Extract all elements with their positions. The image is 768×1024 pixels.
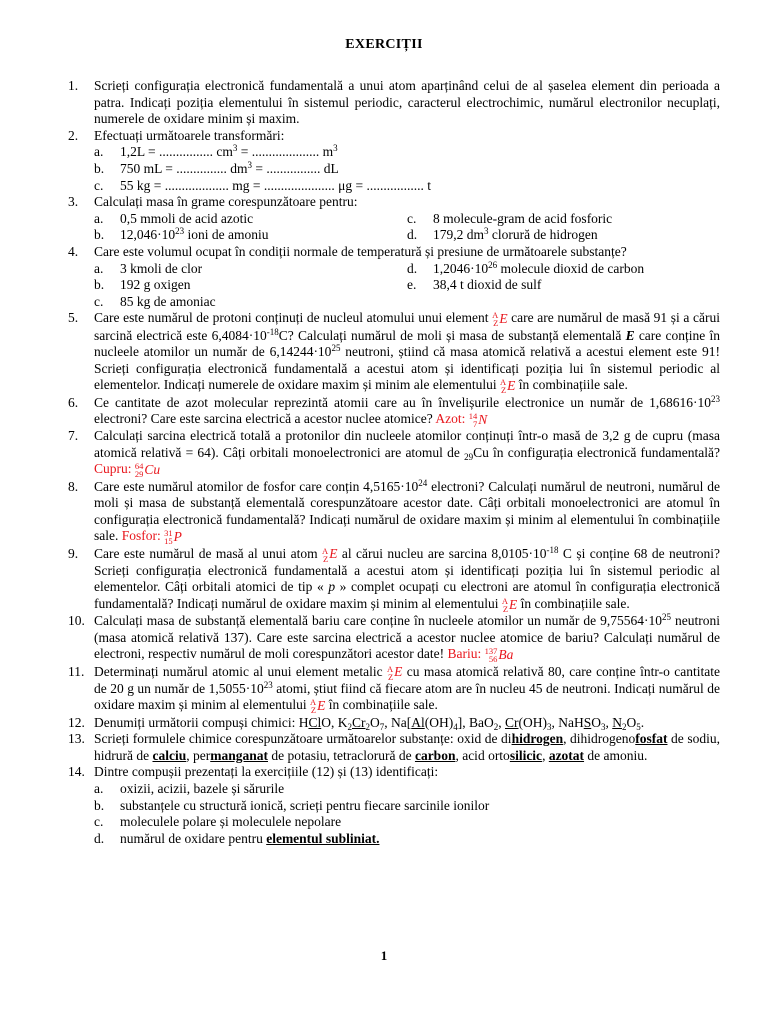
subitem-text — [433, 277, 541, 294]
text-run: în combinațiile sale. — [325, 697, 438, 713]
exercise-item — [68, 546, 720, 614]
text-run: = ................ dL — [252, 160, 339, 176]
exercise-item — [68, 613, 720, 663]
exercise-text — [94, 479, 720, 546]
subitem-text — [120, 277, 191, 294]
subitem-letter: b. — [94, 277, 105, 293]
nuclide-numbers — [469, 412, 478, 428]
exercise-text — [94, 613, 720, 663]
text-run: 55 kg = ................... mg = ..................... μg = ................. t — [120, 177, 431, 193]
subscript: 2 — [493, 721, 499, 732]
exercise-text — [94, 128, 720, 145]
exercise-item — [68, 731, 720, 764]
text-run: substanțele cu structură ionică, scrieți pentru fiecare sarcinile ionilor — [120, 797, 490, 813]
subitem-text — [120, 294, 216, 311]
subitem-text — [120, 261, 202, 278]
text-run: C și conține 68 de neutroni? Scrieți configurația electronică fundamentală a acestui atom și identificați poziția lui în sistemul periodic al elementelor. Câți orbitali atomici de tip « — [94, 545, 720, 595]
superscript: 23 — [175, 226, 185, 237]
text-run: Care este numărul de protoni conținuți de nucleul atomului unui element — [94, 310, 493, 326]
exercise-number: 8. — [68, 478, 79, 494]
text-run: » complet ocupați cu electroni are atomul în configurația electronică fundamentală? Indicați numărul de oxidare maxim și minim al elementului — [94, 579, 720, 612]
subitem — [407, 277, 720, 294]
text-run: 12,046·10 — [120, 227, 176, 243]
exercise-number: 3. — [68, 194, 79, 210]
subscript: 2 — [622, 721, 627, 732]
subitem — [94, 277, 407, 294]
text-run: C? Calculați numărul de moli și masa de substanță elementală — [278, 327, 626, 343]
exercise-item — [68, 428, 720, 478]
text-run: 0,5 mmoli de acid azotic — [120, 210, 254, 226]
subitem-text — [120, 161, 339, 178]
text-run: Care este numărul de masă al unui atom — [94, 545, 323, 561]
exercise-subitems — [94, 211, 720, 244]
bold-underlined-text: fosfat — [635, 731, 668, 747]
text-run: în combinațiile sale. — [515, 377, 628, 393]
exercise-text — [94, 428, 720, 478]
exercise-text — [94, 395, 720, 429]
atomic-number: Z — [322, 553, 329, 564]
text-run: , dihidrogeno — [563, 731, 636, 747]
exercise-item — [68, 764, 720, 847]
atomic-number: Z — [502, 603, 509, 614]
nuclide-symbol — [502, 597, 517, 614]
text-run: 85 kg de amoniac — [120, 293, 216, 309]
text-run: Calculați masa în grame corespunzătoare pentru: — [94, 194, 358, 210]
mass-number: A — [492, 310, 499, 321]
text-run: Determinați numărul atomic al unui element metalic — [94, 663, 388, 679]
text-run: al cărui nucleu are sarcina 8,0105·10 — [337, 545, 547, 561]
element-variable: E — [625, 327, 635, 343]
subitem-letter: a. — [94, 144, 104, 160]
atomic-number: Z — [310, 705, 317, 716]
subitem-row — [94, 814, 720, 831]
subitem-row — [94, 178, 720, 195]
superscript: 25 — [331, 343, 341, 354]
exercise-text — [94, 731, 720, 764]
subitem-text — [120, 814, 341, 831]
text-run: 8 molecule-gram de acid fosforic — [433, 210, 613, 226]
page-title: EXERCIȚII — [345, 37, 423, 52]
exercise-text — [94, 546, 720, 614]
atomic-number: Z — [500, 385, 507, 396]
element-symbol: E — [329, 546, 338, 562]
exercise-subitems — [94, 261, 720, 311]
subitem-row — [94, 294, 720, 311]
text-run: Calculați sarcina electrică totală a protonilor din nucleele atomilor conținuți într-o masă de 3,2 g de cupru (masa atomică relativă = 64). Câți orbitali monoelectronici are atomul de — [94, 428, 720, 460]
subitem-letter: d. — [94, 830, 105, 846]
superscript: 3 — [333, 143, 338, 154]
exercise-item — [68, 479, 720, 546]
element-label: Azot: — [435, 411, 469, 427]
subitem — [94, 294, 407, 311]
atomic-number: 29 — [134, 469, 144, 480]
subitem-text — [120, 144, 338, 161]
text-run: Care este volumul ocupat în condiții normale de temperatură și presiune de următoarele substanțe? — [94, 243, 627, 259]
exercise-text — [94, 715, 720, 732]
subitem-row — [94, 211, 720, 228]
subitem — [94, 144, 720, 161]
element-symbol: E — [509, 596, 518, 612]
element-label: Cupru: — [94, 461, 135, 477]
exercise-item — [68, 715, 720, 732]
atomic-number: Z — [493, 318, 499, 329]
text-run: neutroni, știind că masa atomică relativă a acestui element este 91! Scrieți configurația electronică fundamentală a acestui atom și identificați poziția lui în sistemul periodic al elementelor. Indicați numerele de oxidare maxim și minim ale elementului — [94, 344, 720, 393]
subitem-letter: c. — [94, 814, 104, 830]
text-run: O, K — [321, 714, 348, 730]
nuclide-numbers — [310, 698, 316, 714]
bold-underlined-text: manganat — [210, 747, 268, 763]
mass-number: A — [501, 595, 509, 606]
superscript: -18 — [266, 326, 279, 337]
text-run: 179,2 dm — [433, 227, 485, 243]
text-run: 1,2046·10 — [433, 260, 489, 276]
exercise-number: 7. — [68, 428, 79, 444]
subscript: 5 — [636, 721, 641, 732]
nuclide-symbol — [135, 462, 160, 479]
exercise-subitems — [94, 781, 720, 847]
text-run: , acid orto — [455, 747, 510, 763]
nuclide-symbol — [469, 412, 488, 429]
subitem-letter: a. — [94, 210, 104, 226]
subitem — [407, 261, 720, 278]
nuclide-symbol — [310, 698, 325, 715]
mass-number: A — [500, 377, 507, 388]
subitem-row — [94, 798, 720, 815]
element-symbol: E — [507, 377, 516, 393]
superscript: 25 — [661, 612, 671, 623]
text-run: Efectuați următoarele transformări: — [94, 127, 285, 143]
superscript: -18 — [546, 544, 559, 555]
subscript: 29 — [464, 451, 474, 462]
exercise-number: 2. — [68, 127, 79, 143]
subscript: 3 — [546, 721, 552, 732]
bold-underlined-text: carbon — [414, 747, 456, 763]
subitem — [94, 161, 720, 178]
subscript: 7 — [379, 721, 385, 732]
subitem-letter: b. — [94, 160, 105, 176]
text-run: , — [542, 747, 549, 763]
text-run: Scrieți formulele chimice corespunzătoare următoarelor substanțe: oxid de di — [94, 731, 512, 747]
exercise-item — [68, 78, 720, 128]
nuclide-symbol — [164, 529, 182, 546]
exercise-number: 11. — [68, 663, 85, 679]
subitem — [94, 261, 407, 278]
text-run: Care este numărul atomilor de fosfor care conțin 4,5165·10 — [94, 478, 419, 494]
subscript: 2 — [347, 721, 352, 732]
exercise-number: 1. — [68, 78, 79, 93]
element-symbol: E — [317, 698, 326, 714]
subitem-row — [94, 227, 720, 244]
exercise-text — [94, 78, 720, 128]
subitem-letter: c. — [94, 177, 104, 193]
nuclide-symbol — [387, 664, 402, 681]
mass-number: 31 — [164, 528, 173, 539]
subitem-row — [94, 781, 720, 798]
subitem-text — [433, 211, 612, 228]
subitem-row — [94, 144, 720, 161]
text-run: oxizii, acizii, bazele și sărurile — [120, 781, 285, 797]
subitem-letter: e. — [407, 277, 417, 293]
subitem — [94, 798, 720, 815]
text-run: Cu în configurația electronică fundamentală? — [473, 444, 721, 460]
text-run: (OH) — [518, 714, 547, 730]
text-run: Calculați masa de substanță elementală bariu care conține în nucleele atomilor un număr de 9,75564·10 — [94, 613, 662, 629]
nuclide-numbers — [164, 529, 173, 545]
nuclide-symbol — [500, 378, 515, 395]
exercise-item — [68, 395, 720, 429]
text-run: electroni? Care este sarcina electrică a acestor nuclee atomice? — [94, 411, 436, 427]
subitem-text — [120, 178, 431, 195]
nuclide-numbers — [502, 597, 508, 613]
text-run: Scrieți configurația electronică fundamentală a unui atom aparținând celui de al șaselea element din perioada a patra. Indicați poziția elementului în sistemul periodic, caracterul electrochimic, numărul electronilor necuplați, numerele de oxidare minim și maxim. — [94, 78, 720, 127]
text-run: (OH) — [424, 714, 454, 730]
atomic-number: 15 — [164, 536, 173, 547]
text-run: Ce cantitate de azot molecular reprezintă atomii care au în învelișurile electronice un număr de 1,68616·10 — [94, 394, 711, 410]
bold-underlined-text: calciu — [152, 747, 187, 763]
text-run: ], BaO — [457, 714, 494, 730]
subitem-text — [120, 227, 269, 244]
text-run: , per — [186, 747, 211, 763]
subitem-text — [120, 798, 489, 815]
text-run: moleculele polare și moleculele nepolare — [120, 814, 342, 830]
exercise-text — [94, 664, 720, 715]
superscript: 26 — [488, 259, 498, 270]
exercise-item — [68, 664, 720, 715]
superscript: 23 — [263, 679, 273, 690]
mass-number: 14 — [468, 411, 478, 421]
bold-underlined-text: silicic — [509, 747, 543, 763]
subitem — [94, 178, 720, 195]
exercise-number: 12. — [68, 714, 85, 730]
superscript: 24 — [418, 477, 428, 488]
subscript: 4 — [453, 721, 458, 732]
text-run: , — [498, 714, 505, 730]
underlined-element: Cl — [308, 714, 322, 730]
mass-number: 64 — [134, 461, 144, 472]
text-run: , Na[ — [384, 714, 412, 730]
atomic-number: Z — [387, 671, 394, 682]
bold-underlined-text: elementul subliniat. — [266, 830, 380, 846]
atomic-number: 56 — [488, 654, 498, 665]
text-run: de amoniu. — [584, 747, 648, 763]
mass-number: 137 — [484, 646, 498, 657]
text-run: O — [626, 714, 637, 730]
subitem — [94, 831, 720, 848]
text-run: . — [640, 714, 645, 730]
text-run: , — [605, 714, 613, 730]
nuclide-symbol — [322, 546, 337, 563]
text-run: electroni? Calculați numărul de neutroni, numărul de moli și masa de substanță elementală corespunzătoare acestor date. Câți orbitali monoelectronici are atomul în configurația electronică fundamentală? Indicați numărul de oxidare maxim și minim al elementului în combinațiile sale. — [94, 478, 720, 544]
subitem-row — [94, 277, 720, 294]
exercise-item — [68, 310, 720, 394]
subitem-letter: a. — [94, 781, 104, 797]
subitem — [94, 227, 407, 244]
text-run: Denumiți următorii compuși chimici: H — [94, 714, 309, 730]
subitem-letter: b. — [94, 227, 105, 243]
text-run: cu masa atomică relativă 80, care conține într-o cantitate de 20 g un număr de 1,5055·10 — [94, 663, 720, 696]
page-number: 1 — [380, 948, 388, 963]
exercise-number: 13. — [68, 731, 85, 747]
text-run: molecule dioxid de carbon — [497, 260, 645, 276]
element-symbol: Cu — [144, 462, 161, 478]
bold-underlined-text: hidrogen — [511, 731, 564, 747]
element-symbol: N — [478, 411, 488, 427]
exercise-text — [94, 244, 720, 261]
subscript: 3 — [601, 721, 606, 732]
text-run: O — [591, 714, 601, 730]
exercise-text — [94, 194, 720, 211]
exercise-number: 6. — [68, 394, 79, 410]
text-run: clorură de hidrogen — [488, 227, 598, 243]
exercise-number: 10. — [68, 613, 85, 629]
text-run: 3 kmoli de clor — [120, 260, 203, 276]
superscript: 3 — [484, 226, 489, 237]
element-label: Bariu: — [447, 646, 485, 662]
text-run: ioni de amoniu — [184, 227, 269, 243]
exercise-text — [94, 764, 720, 781]
text-run: Dintre compușii prezentați la exercițiile (12) și (13) identificați: — [94, 764, 439, 780]
text-run: de potasiu, tetraclorură de — [268, 747, 415, 763]
subitem-row — [94, 261, 720, 278]
text-run: în combinațiile sale. — [517, 596, 630, 612]
subitem-row — [94, 161, 720, 178]
exercise-item — [68, 194, 720, 244]
text-run: , NaH — [551, 714, 584, 730]
exercise-number: 9. — [68, 545, 79, 561]
exercise-subitems — [94, 144, 720, 194]
nuclide-numbers — [387, 665, 393, 681]
exercise-list — [68, 78, 720, 847]
subitem-text — [120, 831, 379, 848]
bold-underlined-text: azotat — [548, 747, 585, 763]
text-run: atomi, știut fiind că fiecare atom are în nucleu 45 de neutroni. Indicați numărul de oxidare maxim și minim al elementului — [94, 680, 720, 713]
text-run: numărul de oxidare pentru — [120, 830, 267, 846]
text-run: care are numărul de masă 91 și a cărui sarcină electrică este 6,4084·10 — [94, 310, 720, 343]
underlined-element: N — [612, 714, 622, 730]
atomic-number: 7 — [473, 419, 478, 429]
text-run: O — [369, 714, 380, 730]
text-run: 38,4 t dioxid de sulf — [433, 277, 542, 293]
underlined-element: Cr — [504, 714, 519, 730]
subitem-letter: b. — [94, 797, 105, 813]
exercise-item — [68, 128, 720, 194]
nuclide-symbol — [492, 311, 507, 328]
underlined-element: Cr — [351, 714, 366, 730]
subitem-letter: d. — [407, 227, 418, 243]
superscript: 3 — [247, 159, 252, 170]
subitem-letter: d. — [407, 260, 418, 276]
text-run: 192 g oxigen — [120, 277, 191, 293]
nuclide-numbers — [500, 378, 506, 394]
element-symbol: E — [394, 664, 403, 680]
exercise-number: 4. — [68, 243, 79, 259]
subitem-letter: a. — [94, 260, 104, 276]
subitem — [94, 781, 720, 798]
underlined-element: S — [583, 714, 592, 730]
nuclide-numbers — [322, 547, 328, 563]
exercise-number: 5. — [68, 310, 79, 326]
superscript: 3 — [232, 143, 238, 154]
nuclide-numbers — [492, 311, 498, 327]
subitem-letter: c. — [94, 293, 104, 309]
subitem-text — [120, 781, 284, 798]
subitem-text — [120, 211, 253, 228]
mass-number: A — [322, 545, 329, 556]
text-run: = .................... m — [237, 144, 334, 160]
text-run: care conține în nucleele atomilor un număr de 6,14244·10 — [94, 327, 721, 360]
subitem — [407, 211, 720, 228]
subitem — [407, 227, 720, 244]
italic-text: p — [328, 579, 336, 595]
element-symbol: Ba — [498, 647, 514, 663]
text-run: de sodiu, hidrură de — [94, 731, 720, 763]
element-symbol: E — [499, 310, 508, 326]
subscript: 2 — [365, 721, 370, 732]
subitem-text — [433, 227, 598, 244]
exercise-text — [94, 310, 720, 394]
element-symbol: P — [173, 529, 182, 545]
mass-number: A — [309, 697, 317, 708]
subitem — [94, 211, 407, 228]
subitem-row — [94, 831, 720, 848]
exercise-number: 14. — [68, 764, 85, 780]
text-run: 750 mL = ............... dm — [120, 160, 248, 176]
exercise-item — [68, 244, 720, 310]
text-run: neutroni (masa atomică relativă 137). Care este sarcina electrică a acestor nuclee atomice de bariu? Calculați numărul de electroni, respectiv numărul de moli corespunzători acestor date! — [94, 613, 720, 662]
superscript: 23 — [711, 393, 720, 404]
mass-number: A — [387, 663, 394, 674]
subitem — [94, 814, 720, 831]
nuclide-numbers — [485, 647, 498, 663]
text-run: 1,2L = ................ cm — [120, 144, 233, 160]
element-label: Fosfor: — [121, 528, 165, 544]
underlined-element: Al — [411, 714, 425, 730]
nuclide-numbers — [135, 462, 144, 478]
nuclide-symbol — [485, 647, 514, 664]
subitem-text — [433, 261, 644, 278]
subitem-letter: c. — [407, 210, 417, 226]
